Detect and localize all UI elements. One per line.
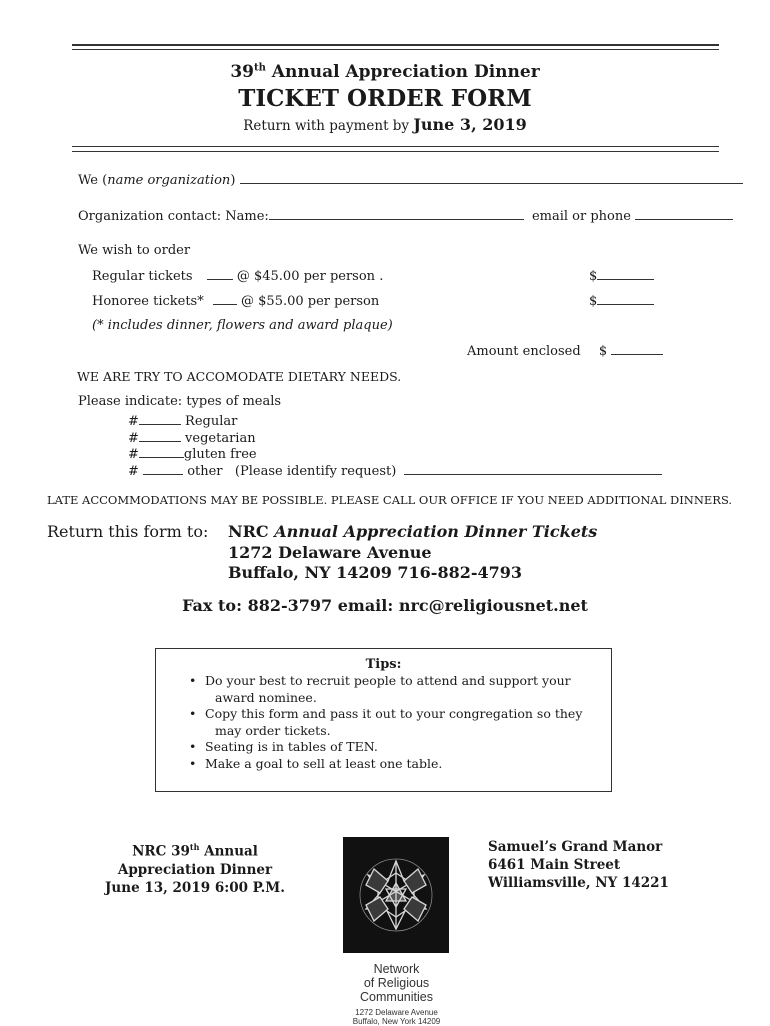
- return-dept: Annual Appreciation Dinner Tickets: [274, 522, 598, 541]
- tips-heading: Tips:: [365, 657, 402, 672]
- tip-text: may order tickets.: [215, 722, 331, 738]
- meal-hash: #: [128, 430, 139, 446]
- amount-enclosed-label: Amount enclosed: [467, 344, 581, 359]
- tip-item: [189, 739, 611, 756]
- meal-row-vegetarian: [128, 430, 662, 447]
- dietary-heading: WE ARE TRY TO ACCOMODATE DIETARY NEEDS.: [77, 369, 402, 384]
- regular-dollar-sign: $: [589, 269, 598, 284]
- bullet-icon: •: [189, 755, 197, 771]
- event-info-left: [100, 838, 290, 897]
- org-label-italic: name organization: [107, 173, 231, 188]
- event-info-line1: [100, 838, 290, 861]
- tip-text: Copy this form and pass it out to your congregation so they: [205, 706, 583, 721]
- event-date-time: June 13, 2019 6:00 P.M.: [105, 879, 285, 896]
- event-info-suffix: Annual: [199, 843, 258, 860]
- organization-row: [78, 172, 743, 188]
- meal-other-count-field[interactable]: [143, 463, 183, 475]
- contact-row: [78, 208, 733, 224]
- regular-total: [589, 268, 654, 284]
- logo-line1: Network: [373, 962, 420, 976]
- venue-street: 6461 Main Street: [488, 857, 621, 873]
- meal-hash: #: [128, 463, 139, 479]
- event-info-superscript: th: [189, 842, 200, 852]
- top-rule: [72, 44, 719, 50]
- return-deadline: [0, 115, 770, 134]
- meal-row-regular: [128, 413, 662, 430]
- logo-address-city: Buffalo, New York 14209: [352, 1017, 441, 1026]
- bullet-icon: •: [189, 739, 197, 754]
- tip-item: [189, 673, 611, 690]
- meal-regular-label: Regular: [185, 414, 238, 429]
- nrc-wordmark: [330, 962, 463, 1026]
- tip-item: [189, 706, 611, 723]
- contact-name-field[interactable]: [269, 208, 524, 220]
- tickets-note: (* includes dinner, flowers and award plaque): [92, 318, 393, 333]
- nrc-logo: [343, 837, 449, 953]
- meal-vegetarian-count-field[interactable]: [139, 430, 181, 442]
- tip-text: Seating is in tables of TEN.: [205, 739, 378, 754]
- bullet-icon: •: [189, 673, 197, 688]
- return-address: [228, 522, 597, 584]
- tip-item: [189, 756, 611, 773]
- amount-enclosed-field[interactable]: [611, 343, 663, 355]
- meal-regular-count-field[interactable]: [139, 413, 181, 425]
- event-superscript: th: [254, 62, 266, 74]
- return-org: NRC: [228, 522, 275, 541]
- regular-tickets-price: @ $45.00 per person .: [236, 269, 384, 284]
- header-rule: [72, 146, 719, 152]
- event-name: Annual Appreciation Dinner: [265, 62, 540, 82]
- meal-other-label: other (Please identify request): [187, 463, 397, 479]
- tip-text: Make a goal to sell at least one table.: [205, 755, 443, 771]
- event-info-line2: Appreciation Dinner: [117, 861, 273, 878]
- honoree-total: [589, 293, 654, 309]
- logo-line2: of Religious: [363, 976, 430, 990]
- tips-box: [155, 648, 612, 792]
- tip-text: Do your best to recruit people to attend and support your: [205, 673, 571, 688]
- org-label-end: ): [230, 173, 236, 188]
- return-address-city-phone: Buffalo, NY 14209 716-882-4793: [228, 563, 523, 582]
- venue-name: Samuel’s Grand Manor: [488, 839, 663, 855]
- tip-item-continued: [189, 690, 611, 707]
- honoree-dollar-sign: $: [589, 294, 598, 309]
- meal-hash: #: [128, 447, 139, 462]
- honoree-tickets-price: @ $55.00 per person: [241, 294, 380, 309]
- event-heading: [0, 62, 770, 82]
- regular-tickets-label: Regular tickets: [92, 269, 193, 284]
- logo-address-street: 1272 Delaware Avenue: [355, 1008, 438, 1017]
- organization-name-field[interactable]: [240, 172, 743, 184]
- honoree-tickets-row: [92, 293, 379, 309]
- tip-item-continued: [189, 723, 611, 740]
- org-label-start: We (: [78, 173, 108, 188]
- regular-total-field[interactable]: [597, 268, 654, 280]
- meal-other-request-field[interactable]: [404, 463, 662, 475]
- meal-row-other: [128, 463, 662, 480]
- fax-email-line: Fax to: 882-3797 email: nrc@religiousnet.net: [182, 596, 588, 615]
- event-number: 39: [230, 62, 254, 82]
- venue-info: [488, 838, 669, 892]
- meal-row-gluten-free: [128, 446, 662, 463]
- honoree-tickets-qty-field[interactable]: [213, 293, 237, 305]
- star-pattern-icon: [343, 837, 449, 953]
- meal-types-label: Please indicate: types of meals: [78, 394, 282, 409]
- regular-tickets-qty-field[interactable]: [207, 268, 233, 280]
- logo-line3: Communities: [360, 990, 433, 1004]
- meal-gluten-free-count-field[interactable]: [139, 446, 184, 458]
- return-to-label: Return this form to:: [47, 522, 209, 541]
- return-deadline-date: June 3, 2019: [413, 115, 527, 134]
- regular-tickets-row: [92, 268, 383, 284]
- amount-enclosed-row: [467, 343, 663, 359]
- tip-text: award nominee.: [215, 689, 317, 705]
- amount-dollar-sign: $: [598, 344, 608, 359]
- contact-name-label: Organization contact: Name:: [78, 209, 269, 224]
- meal-list: [128, 413, 662, 479]
- tips-list: [189, 673, 611, 772]
- meal-vegetarian-label: vegetarian: [185, 430, 256, 446]
- honoree-tickets-label: Honoree tickets*: [92, 294, 204, 309]
- late-accommodations-notice: LATE ACCOMMODATIONS MAY BE POSSIBLE. PLEASE CALL OUR OFFICE IF YOU NEED ADDITIONAL DINNERS.: [47, 493, 733, 507]
- honoree-total-field[interactable]: [597, 293, 654, 305]
- event-info-prefix: NRC 39: [132, 843, 190, 860]
- order-intro: We wish to order: [78, 243, 191, 258]
- email-phone-label: email or phone: [531, 209, 631, 224]
- page-title: TICKET ORDER FORM: [238, 85, 532, 112]
- return-address-street: 1272 Delaware Avenue: [228, 542, 432, 562]
- email-phone-field[interactable]: [635, 208, 733, 220]
- venue-city: Williamsville, NY 14221: [488, 875, 669, 891]
- meal-gluten-free-label: gluten free: [183, 447, 257, 462]
- return-deadline-prefix: Return with payment by: [243, 118, 414, 134]
- meal-hash: #: [128, 414, 139, 429]
- return-address-line1: [228, 522, 597, 543]
- bullet-icon: •: [189, 706, 197, 721]
